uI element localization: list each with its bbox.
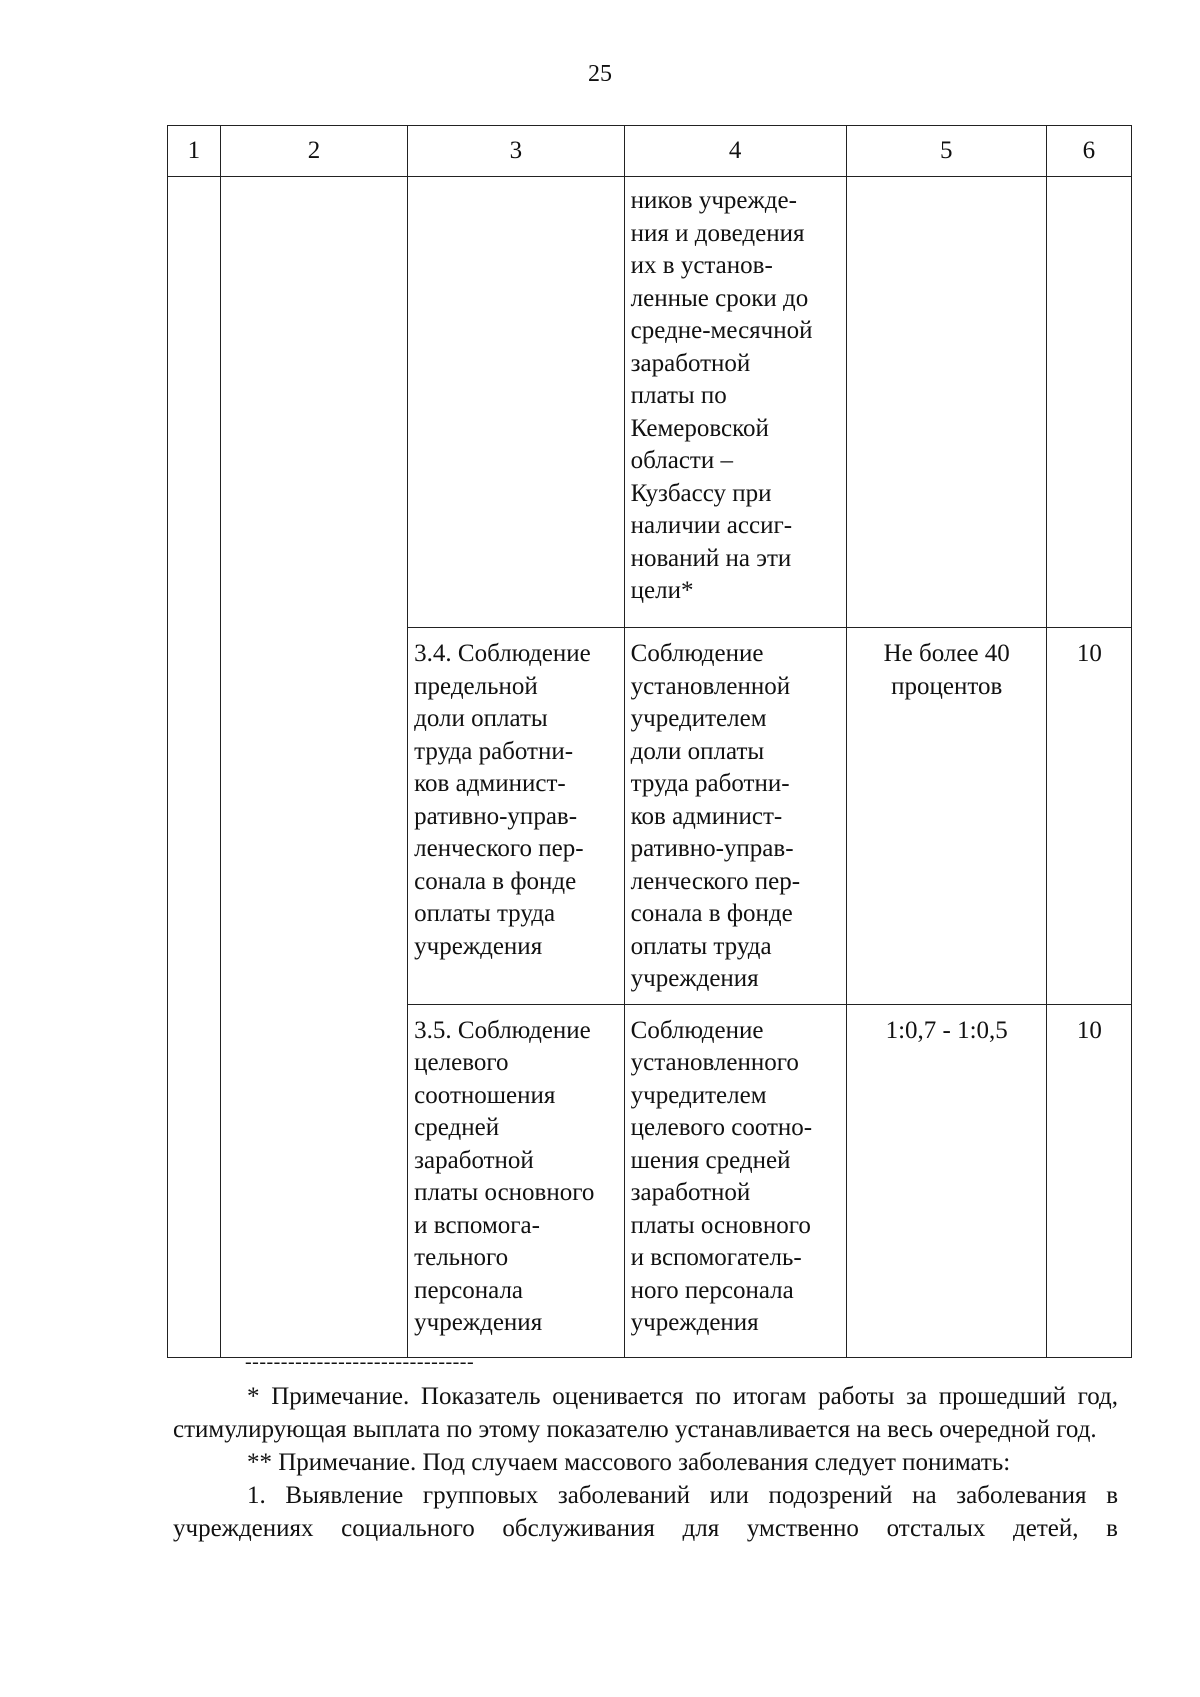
page-number: 25 xyxy=(588,61,612,87)
header-col-1: 1 xyxy=(168,126,221,177)
footnote-1: * Примечание. Показатель оценивается по итогам работы за прошедший год, стимулирующая выплата по этому показателю устанавливается на весь очередной год. xyxy=(173,1383,1118,1443)
cell-row3-col4 xyxy=(624,1004,846,1357)
header-col-5: 5 xyxy=(846,126,1046,177)
cell-row2-col5 xyxy=(846,628,1046,1005)
cell-row2-col4 xyxy=(624,628,846,1005)
table-header-row xyxy=(168,126,1132,177)
cell-row2-col3 xyxy=(408,628,624,1005)
cell-row1-col4-text: ников учрежде- ния и доведения их в установ- ленные сроки до средне-месячной заработной платы по Кемеровской области – Кузбассу при наличии ассиг- нований на эти цели* xyxy=(630,187,813,604)
footnote-2: ** Примечание. Под случаем массового заболевания следует понимать: xyxy=(247,1449,1011,1476)
cell-row1-col5 xyxy=(846,177,1046,628)
indicator-3-5-points: 10 xyxy=(1076,1016,1102,1044)
footnotes xyxy=(173,1380,1118,1545)
cell-row3-col3 xyxy=(408,1004,624,1357)
cell-row1-col3 xyxy=(408,177,624,628)
cell-col-2-merged xyxy=(220,177,407,1358)
cell-row3-col5 xyxy=(846,1004,1046,1357)
indicator-3-4-points: 10 xyxy=(1076,640,1102,667)
footnote-3: 1. Выявление групповых заболеваний или подозрений на заболевания в учреждениях социального обслуживания для умственно отсталых детей, в xyxy=(173,1482,1118,1542)
header-col-2: 2 xyxy=(220,126,407,177)
indicator-3-4-criterion: Соблюдение установленной учредителем доли оплаты труда работни- ков админист- ративно-управ- ленческого пер- сонала в фонде оплаты труда учреждения xyxy=(630,640,801,992)
header-col-4: 4 xyxy=(624,126,846,177)
indicator-3-5-value: 1:0,7 - 1:0,5 xyxy=(885,1016,1008,1044)
cell-row1-col6 xyxy=(1046,177,1131,628)
cell-row3-col6 xyxy=(1046,1004,1131,1357)
criteria-table xyxy=(167,125,1132,1358)
indicator-3-4-value: Не более 40 процентов xyxy=(883,640,1010,700)
indicator-3-5-title: 3.5. Соблюдение целевого соотношения средней заработной платы основного и вспомога- тельного персонала учреждения xyxy=(414,1016,595,1336)
cell-row1-col4 xyxy=(624,177,846,628)
header-col-3: 3 xyxy=(408,126,624,177)
footnote-separator: -------------------------------- xyxy=(245,1351,475,1373)
indicator-3-5-criterion: Соблюдение установленного учредителем целевого соотно- шения средней заработной платы основного и вспомогатель- ного персонала учреждения xyxy=(630,1016,813,1336)
indicator-3-4-title: 3.4. Соблюдение предельной доли оплаты труда работни- ков админист- ративно-управ- ленческого пер- сонала в фонде оплаты труда учреждения xyxy=(414,640,591,960)
cell-row2-col6 xyxy=(1046,628,1131,1005)
header-col-6: 6 xyxy=(1046,126,1131,177)
table-row xyxy=(168,177,1132,628)
cell-col-1-merged xyxy=(168,177,221,1358)
